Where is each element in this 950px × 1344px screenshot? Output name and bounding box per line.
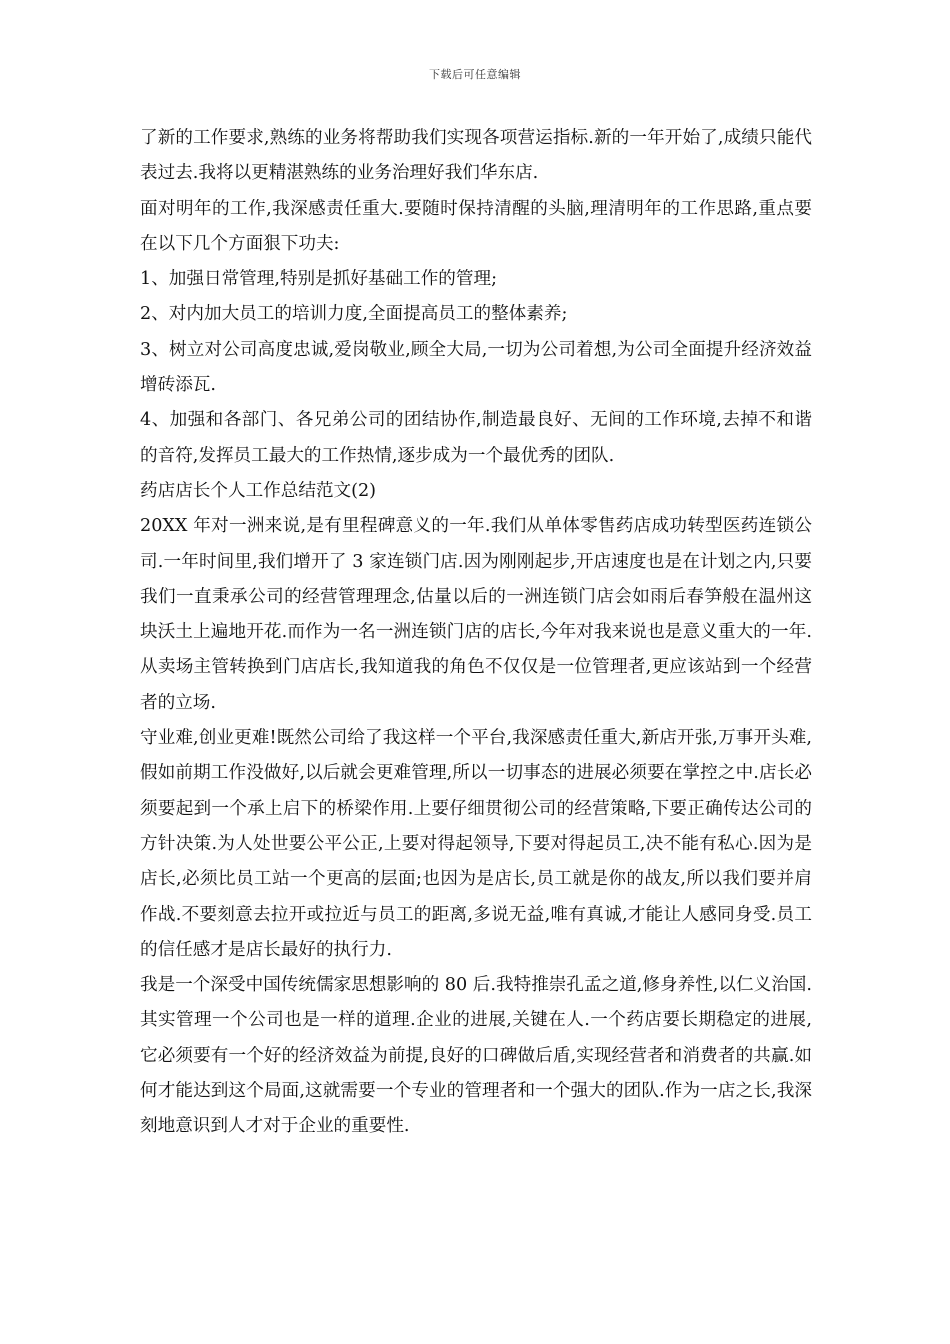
list-item: 1、加强日常管理,特别是抓好基础工作的管理; xyxy=(140,269,497,290)
paragraph: 守业难,创业更难!既然公司给了我这样一个平台,我深感责任重大,新店开张,万事开头难,假如前期工作没做好,以后就会更难管理,所以一切事态的进展必须要在掌控之中.店长必须要起到一个承上启下的桥梁作用.上要仔细贯彻公司的经营策略,下要正确传达公司的方针决策.为人处世要公平公正,上要对得起领导,下要对得起员工,决不能有私心.因为是店长,必须比员工站一个更高的层面;也因为是店长,员工就是你的战友,所以我们要并肩作战.不要刻意去拉开或拉近与员工的距离,多说无益,唯有真诚,才能让人感同身受.员工的信任感才是店长最好的执行力. xyxy=(140,728,812,960)
paragraph: 20XX 年对一洲来说,是有里程碑意义的一年.我们从单体零售药店成功转型医药连锁公司.一年时间里,我们增开了 3 家连锁门店.因为刚刚起步,开店速度也是在计划之内,只要我们一直秉承公司的经营管理理念,估量以后的一洲连锁门店会如雨后春笋般在温州这块沃土上遍地开花.而作为一名一洲连锁门店的店长,今年对我来说也是意义重大的一年.从卖场主管转换到门店店长,我知道我的角色不仅仅是一位管理者,更应该站到一个经营者的立场. xyxy=(140,516,812,713)
page-header: 下载后可任意编辑 xyxy=(429,68,521,81)
section-title: 药店店长个人工作总结范文(2) xyxy=(140,480,377,501)
paragraph: 我是一个深受中国传统儒家思想影响的 80 后.我特推崇孔孟之道,修身养性,以仁义治国.其实管理一个公司也是一样的道理.企业的进展,关键在人.一个药店要长期稳定的进展,它必须要有一个好的经济效益为前提,良好的口碑做后盾,实现经营者和消费者的共赢.如何才能达到这个局面,这就需要一个专业的管理者和一个强大的团队.作为一店之长,我深刻地意识到人才对于企业的重要性. xyxy=(140,975,812,1137)
paragraph: 面对明年的工作,我深感责任重大.要随时保持清醒的头脑,理清明年的工作思路,重点要在以下几个方面狠下功夫: xyxy=(140,198,812,254)
list-item: 2、对内加大员工的培训力度,全面提高员工的整体素养; xyxy=(140,304,568,325)
document-body xyxy=(140,121,812,1145)
list-item: 4、加强和各部门、各兄弟公司的团结协作,制造最良好、无间的工作环境,去掉不和谐的音符,发挥员工最大的工作热情,逐步成为一个最优秀的团队. xyxy=(140,410,812,466)
list-item: 3、树立对公司高度忠诚,爱岗敬业,顾全大局,一切为公司着想,为公司全面提升经济效益增砖添瓦. xyxy=(140,339,812,396)
paragraph: 了新的工作要求,熟练的业务将帮助我们实现各项营运指标.新的一年开始了,成绩只能代表过去.我将以更精湛熟练的业务治理好我们华东店. xyxy=(140,128,812,184)
